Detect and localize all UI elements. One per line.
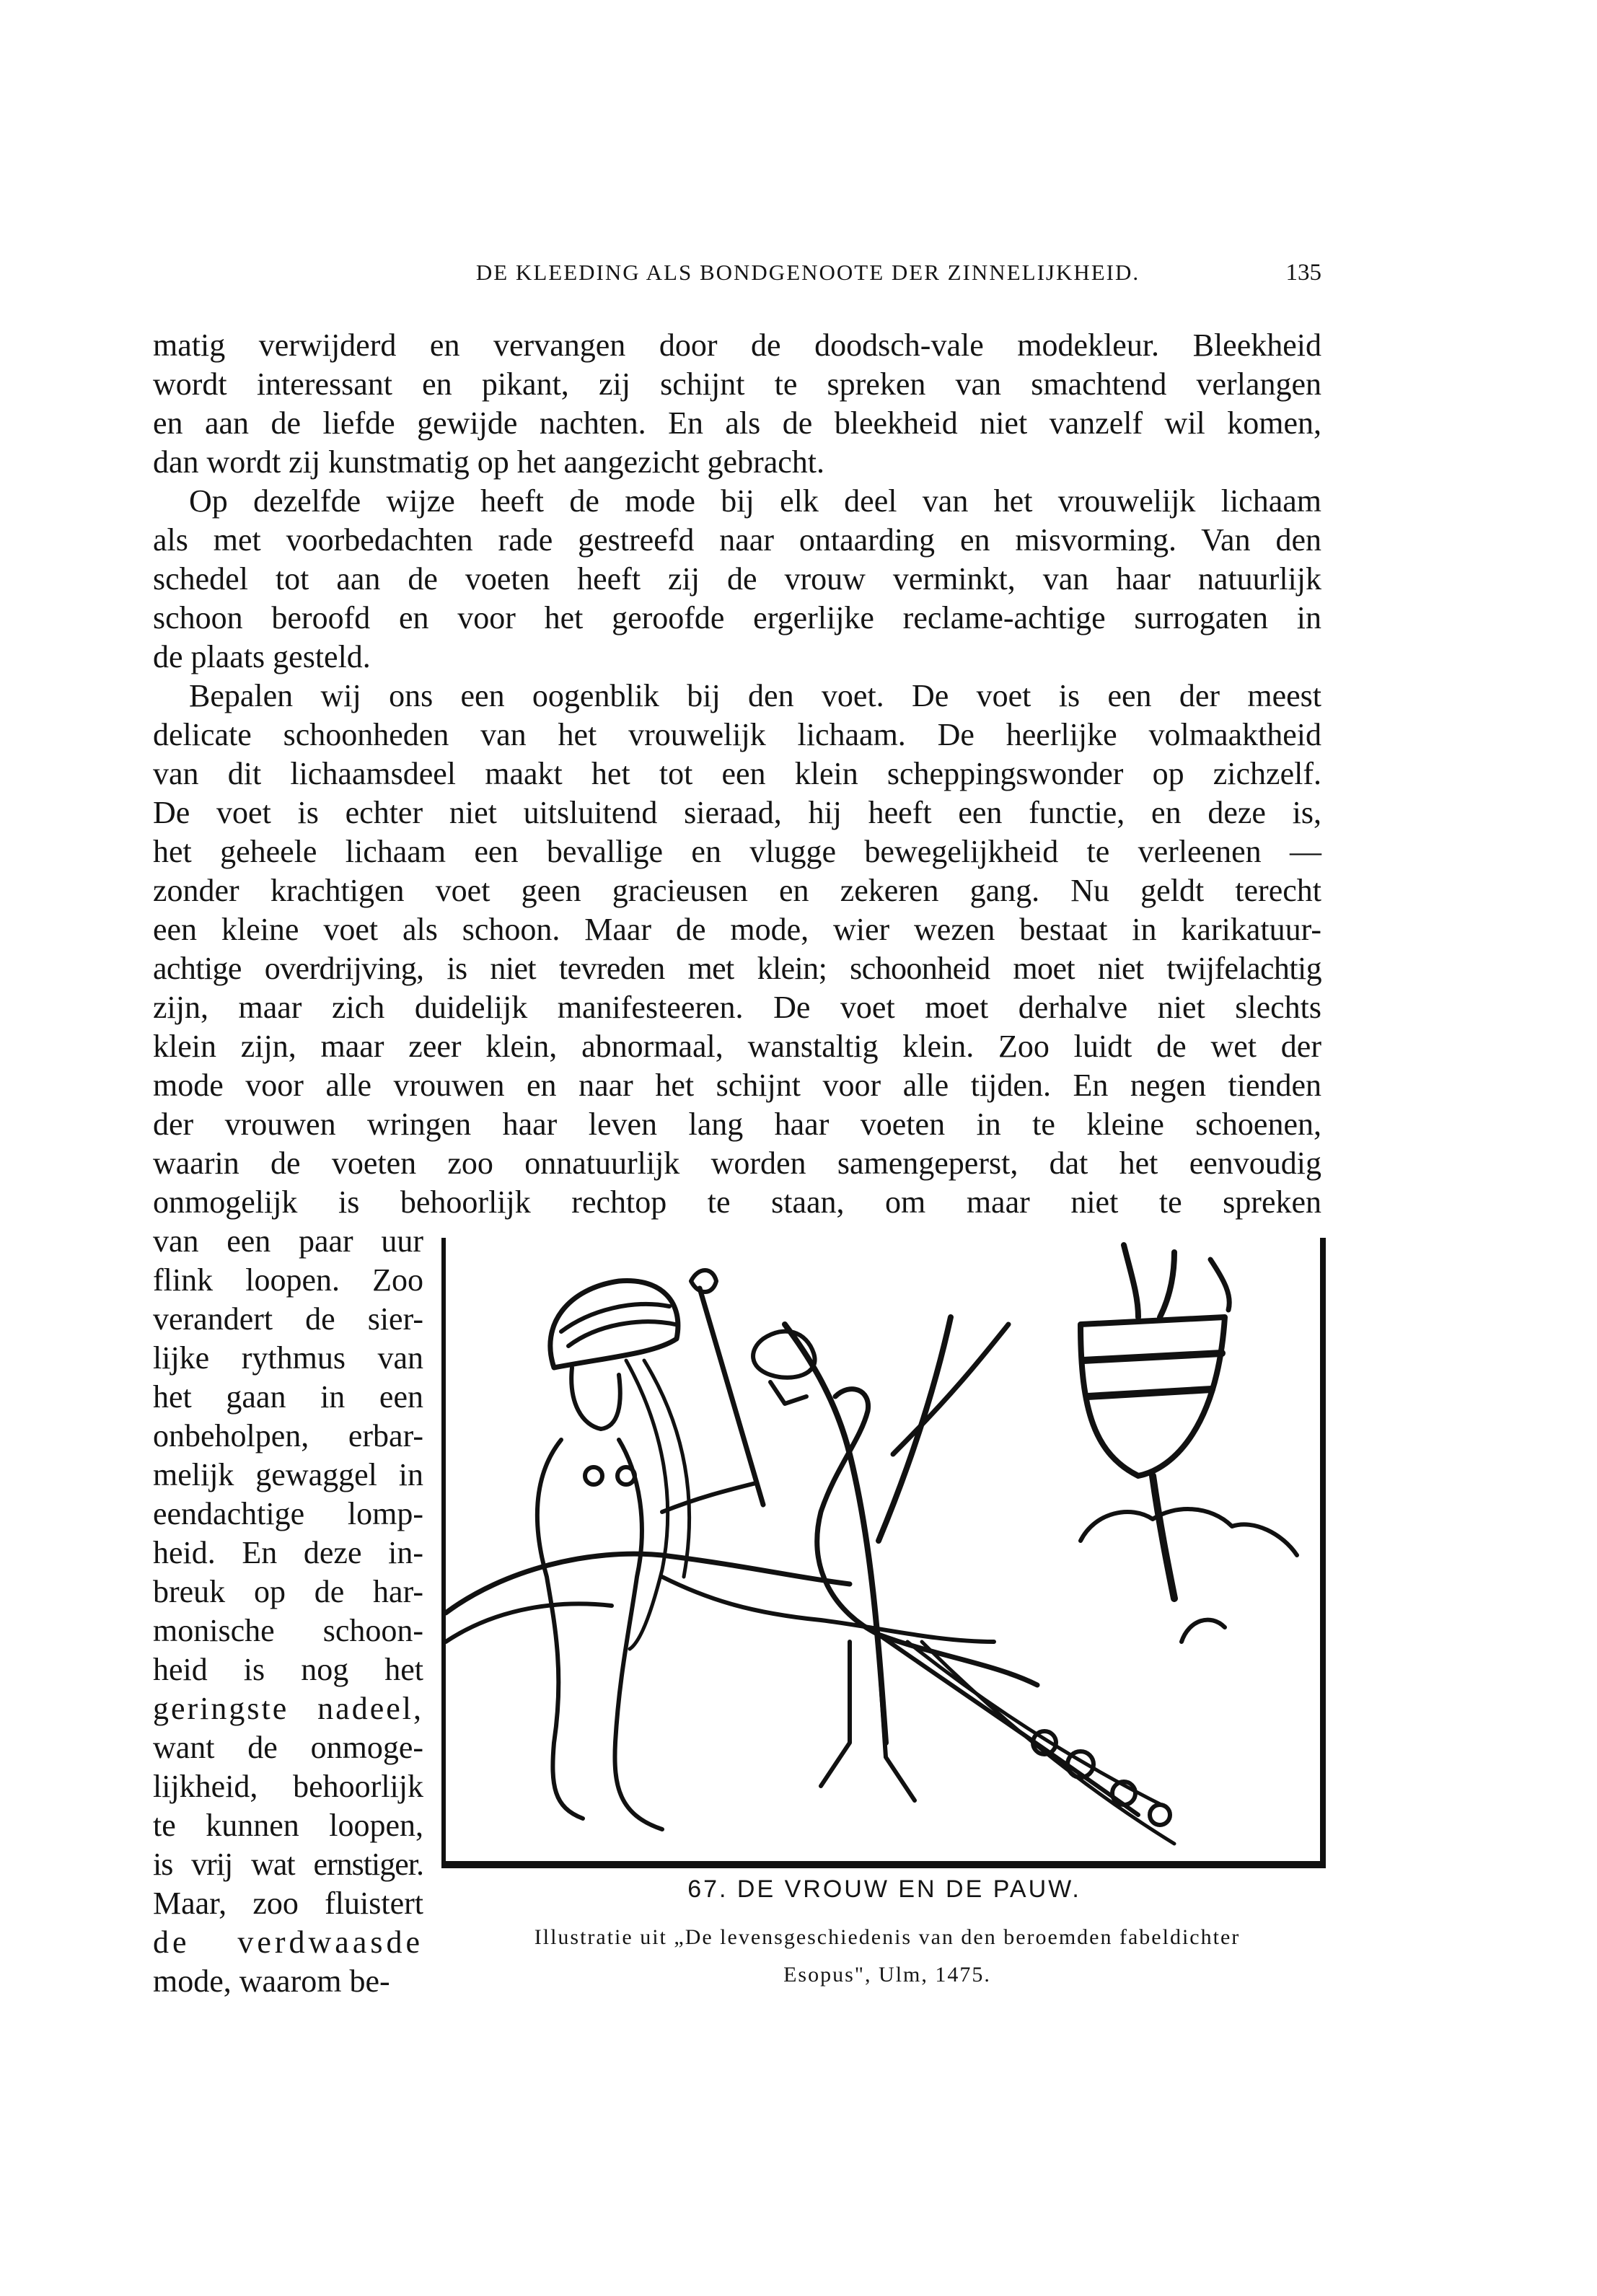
running-header: DE KLEEDING ALS BONDGENOOTE DER ZINNELIJKHEID. [475, 260, 1140, 285]
body-line: delicate schoonheden van het vrouwelijk lichaam. De heerlijke volmaaktheid [153, 717, 1321, 752]
tree-icon [785, 1324, 886, 1743]
body-line: waarin de voeten zoo onnatuurlijk worden samengeperst, dat het eenvoudig [153, 1145, 1321, 1181]
body-line: onmogelijk is behoorlijk rechtop te staan, om maar niet te spreken [153, 1184, 1321, 1220]
body-line: matig verwijderd en vervangen door de doodsch-vale modekleur. Bleekheid [153, 327, 1321, 363]
body-line: zonder krachtigen voet geen gracieusen en zekeren gang. Nu geldt terecht [153, 873, 1321, 908]
body-line: als met voorbedachten rade gestreefd naar ontaarding en misvorming. Van den [153, 522, 1321, 558]
body-line: schedel tot aan de voeten heeft zij de vrouw verminkt, van haar natuurlijk [153, 561, 1321, 597]
figure-caption-source [447, 1919, 1327, 1994]
column-line: de verdwaasde [153, 1925, 423, 1960]
column-line: flink loopen. Zoo [153, 1262, 423, 1298]
scepter-icon [700, 1288, 763, 1505]
body-line: een kleine voet als schoon. Maar de mode, wier wezen bestaat in karikatuur- [153, 912, 1321, 947]
column-line: onbeholpen, erbar- [153, 1418, 423, 1453]
body-line: en aan de liefde gewijde nachten. En als de bleekheid niet vanzelf wil komen, [153, 405, 1321, 441]
column-line: is vrij wat ernstiger. [153, 1847, 423, 1882]
body-line: het geheele lichaam een bevallige en vlugge bewegelijkheid te verleenen — [153, 834, 1321, 869]
body-line: schoon beroofd en voor het geroofde ergerlijke reclame-achtige surrogaten in [153, 600, 1321, 635]
column-line: van een paar uur [153, 1223, 423, 1259]
column-line: heid. En deze in- [153, 1535, 423, 1570]
column-line: monische schoon- [153, 1613, 423, 1648]
column-line: lijkheid, behoorlijk [153, 1769, 423, 1804]
body-line-paragraph-start: Op dezelfde wijze heeft de mode bij elk deel van het vrouwelijk lichaam [189, 483, 1321, 519]
body-line: dan wordt zij kunstmatig op het aangezicht gebracht. [153, 444, 825, 480]
body-line: der vrouwen wringen haar leven lang haar voeten in te kleine schoenen, [153, 1107, 1321, 1142]
column-line: geringste nadeel, [153, 1691, 423, 1726]
woodcut-illustration [441, 1238, 1326, 1868]
column-line: melijk gewaggel in [153, 1457, 423, 1492]
body-line-paragraph-start: Bepalen wij ons een oogenblik bij den voet. De voet is een der meest [189, 678, 1321, 713]
column-line: mode, waarom be- [153, 1963, 390, 1999]
body-line: zijn, maar zich duidelijk manifesteeren. De voet moet derhalve niet slechts [153, 990, 1321, 1025]
figure-caption-source-line: Illustratie uit „De levensgeschiedenis van den beroemden fabeldichter [534, 1925, 1241, 1949]
column-line: want de onmoge- [153, 1730, 423, 1765]
body-line: van dit lichaamsdeel maakt het tot een klein scheppingswonder op zichzelf. [153, 756, 1321, 791]
body-line: achtige overdrijving, is niet tevreden met klein; schoonheid moet niet twijfelachtig [153, 951, 1321, 986]
column-line: verandert de sier- [153, 1301, 423, 1337]
body-line: De voet is echter niet uitsluitend sieraad, hij heeft een functie, en deze is, [153, 795, 1321, 830]
body-line: mode voor alle vrouwen en naar het schijnt voor alle tijden. En negen tienden [153, 1068, 1321, 1103]
figure-caption-title: 67. DE VROUW EN DE PAUW. [687, 1875, 1081, 1903]
column-line: heid is nog het [153, 1652, 423, 1687]
body-line: de plaats gesteld. [153, 639, 371, 674]
column-line: lijke rythmus van [153, 1340, 423, 1376]
body-line: klein zijn, maar zeer klein, abnormaal, wanstaltig klein. Zoo luidt de wet der [153, 1029, 1321, 1064]
woodcut-drawing [446, 1238, 1320, 1861]
body-line: wordt interessant en pikant, zij schijnt te spreken van smachtend verlangen [153, 366, 1321, 402]
column-line: het gaan in een [153, 1379, 423, 1415]
column-line: eendachtige lomp- [153, 1496, 423, 1531]
column-line: te kunnen loopen, [153, 1808, 423, 1843]
figure-caption-source-line: Esopus", Ulm, 1475. [783, 1963, 991, 1987]
page-number: 135 [1285, 260, 1321, 286]
column-line: Maar, zoo fluistert [153, 1886, 423, 1921]
column-line: breuk op de har- [153, 1574, 423, 1609]
